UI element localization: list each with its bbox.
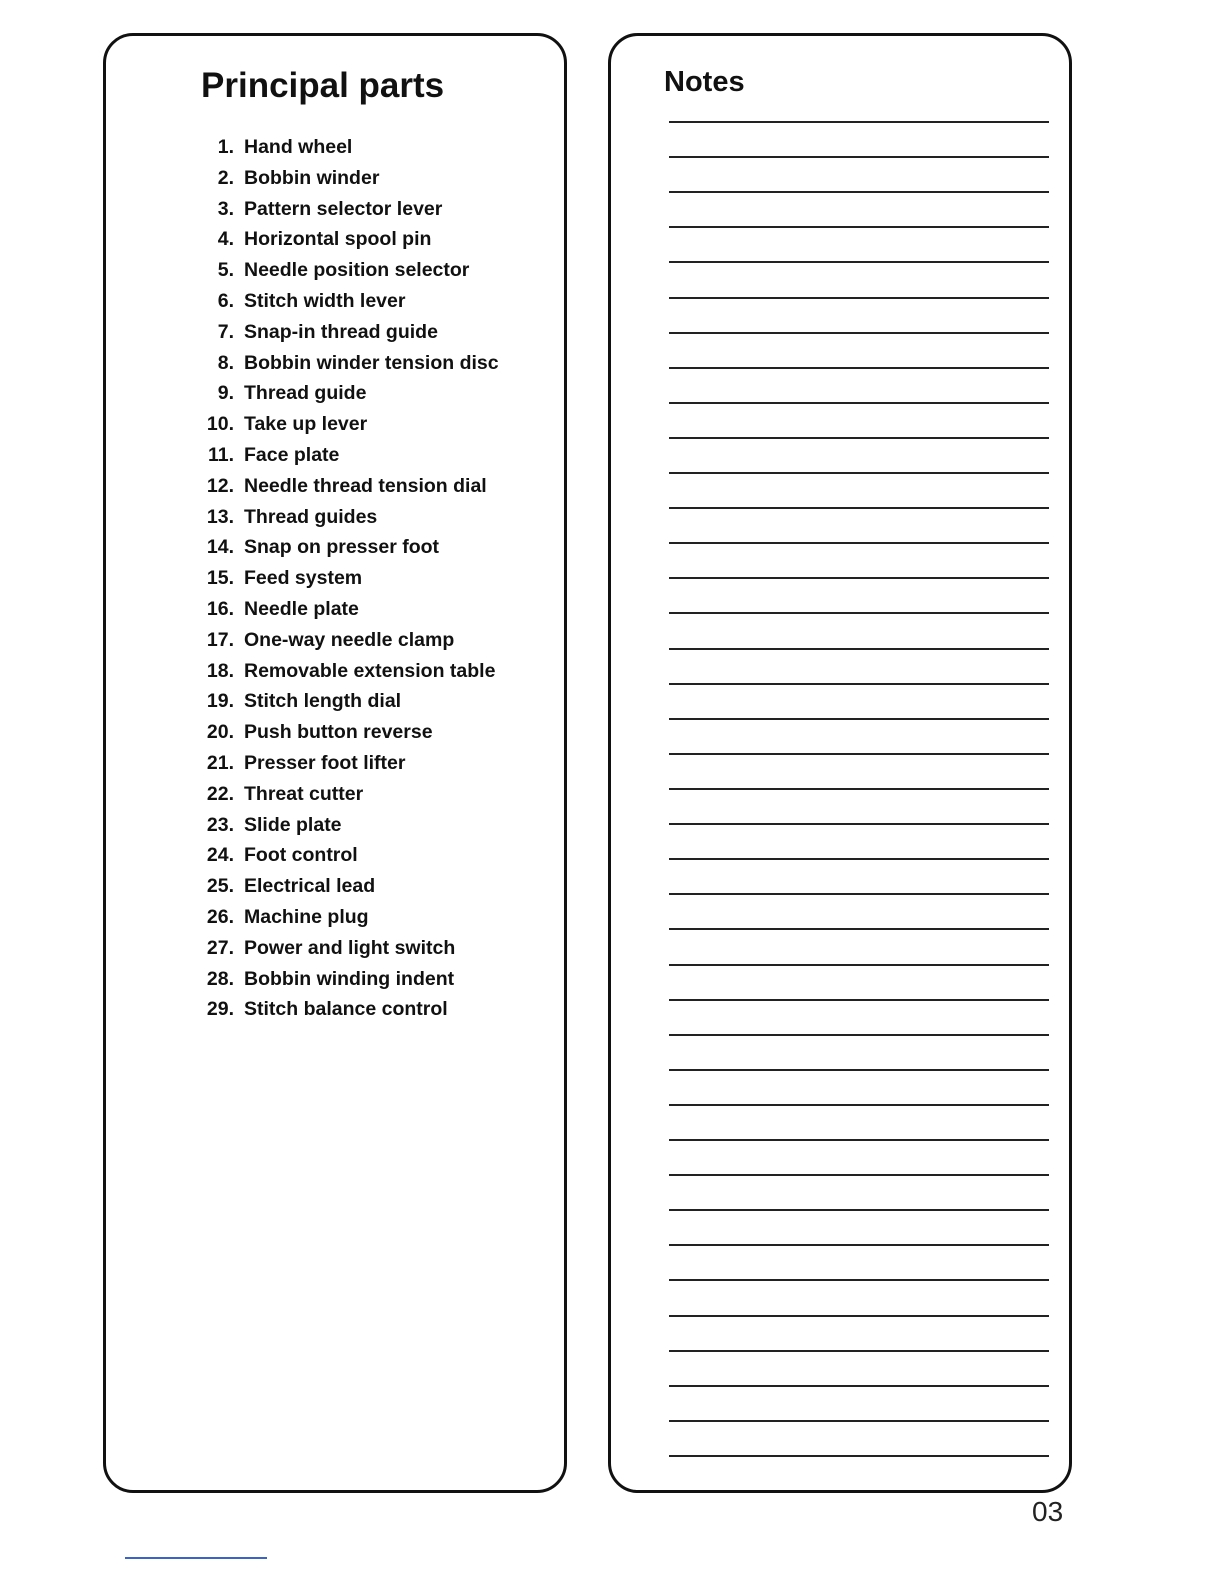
part-label: Bobbin winder	[244, 166, 380, 189]
note-line	[669, 332, 1049, 334]
parts-list-item	[196, 536, 536, 559]
note-line	[669, 297, 1049, 299]
part-number: 8.	[217, 351, 234, 374]
note-line	[669, 1315, 1049, 1317]
parts-list-item	[196, 259, 536, 282]
note-line	[669, 1209, 1049, 1211]
part-label: Removable extension table	[244, 659, 496, 682]
part-label: Snap on presser foot	[244, 536, 440, 559]
part-number: 3.	[217, 197, 234, 220]
note-line	[669, 191, 1049, 193]
part-label: Feed system	[244, 567, 363, 590]
note-line	[669, 437, 1049, 439]
part-number: 2.	[217, 166, 234, 189]
note-line	[669, 999, 1049, 1001]
part-number: 25.	[206, 875, 234, 898]
part-label: Needle position selector	[244, 259, 470, 282]
part-label: Machine plug	[244, 905, 369, 928]
parts-list-item	[196, 444, 536, 467]
note-line	[669, 507, 1049, 509]
note-line	[669, 964, 1049, 966]
parts-list-item	[196, 136, 536, 159]
note-line	[669, 893, 1049, 895]
parts-list-item	[196, 968, 536, 991]
part-label: Thread guides	[244, 505, 378, 528]
part-number: 17.	[206, 628, 234, 651]
parts-list-item	[196, 321, 536, 344]
part-number: 23.	[206, 813, 234, 836]
parts-list-item	[196, 167, 536, 190]
parts-list-item	[196, 475, 536, 498]
parts-list-item	[196, 228, 536, 251]
note-line	[669, 402, 1049, 404]
part-label: Stitch width lever	[244, 289, 406, 312]
parts-list-item	[196, 598, 536, 621]
parts-list-item	[196, 844, 536, 867]
part-label: Threat cutter	[244, 782, 364, 805]
parts-list-item	[196, 382, 536, 405]
part-label: Horizontal spool pin	[244, 228, 432, 251]
parts-list-item	[196, 198, 536, 221]
parts-list-item	[196, 875, 536, 898]
part-number: 9.	[217, 382, 234, 405]
note-line	[669, 1034, 1049, 1036]
part-number: 24.	[206, 844, 234, 867]
note-line	[669, 472, 1049, 474]
part-number: 26.	[206, 905, 234, 928]
part-number: 27.	[206, 936, 234, 959]
part-number: 21.	[206, 751, 234, 774]
part-number: 15.	[206, 567, 234, 590]
part-number: 16.	[206, 597, 234, 620]
note-line	[669, 1455, 1049, 1457]
part-label: Power and light switch	[244, 936, 456, 959]
part-label: Hand wheel	[244, 136, 353, 158]
page-number: 03	[1032, 1496, 1064, 1527]
parts-list-item	[196, 752, 536, 775]
parts-list-item	[196, 660, 536, 683]
part-number: 11.	[207, 443, 234, 466]
part-label: One-way needle clamp	[244, 628, 455, 651]
parts-list-item	[196, 290, 536, 313]
part-number: 19.	[206, 690, 234, 713]
part-number: 12.	[206, 474, 234, 497]
notes-panel	[608, 33, 1072, 1493]
parts-list-item	[196, 721, 536, 744]
note-line	[669, 648, 1049, 650]
part-label: Stitch length dial	[244, 690, 402, 713]
note-line	[669, 226, 1049, 228]
part-label: Snap-in thread guide	[244, 320, 438, 343]
part-label: Foot control	[244, 844, 358, 867]
part-number: 10.	[206, 413, 234, 436]
parts-list-item	[196, 906, 536, 929]
note-line	[669, 823, 1049, 825]
note-line	[669, 612, 1049, 614]
part-label: Needle plate	[244, 597, 359, 620]
note-line	[669, 1350, 1049, 1352]
principal-parts-list	[196, 136, 536, 1029]
part-number: 4.	[217, 228, 234, 251]
note-line	[669, 1069, 1049, 1071]
parts-list-item	[196, 783, 536, 806]
note-line	[669, 1139, 1049, 1141]
part-number: 6.	[217, 289, 234, 312]
parts-list-item	[196, 998, 536, 1021]
part-label: Take up lever	[244, 413, 368, 436]
parts-list-item	[196, 352, 536, 375]
parts-list-item	[196, 629, 536, 652]
part-label: Slide plate	[244, 813, 342, 836]
part-number: 7.	[217, 320, 234, 343]
note-line	[669, 542, 1049, 544]
part-number: 28.	[206, 967, 234, 990]
note-line	[669, 683, 1049, 685]
note-line	[669, 1244, 1049, 1246]
part-label: Stitch balance control	[244, 998, 448, 1021]
principal-parts-panel	[103, 33, 567, 1493]
part-label: Bobbin winding indent	[244, 967, 455, 990]
note-line	[669, 858, 1049, 860]
note-line	[669, 156, 1049, 158]
part-label: Needle thread tension dial	[244, 474, 487, 497]
part-number: 20.	[206, 721, 234, 744]
part-number: 1.	[217, 136, 234, 158]
note-line	[669, 1385, 1049, 1387]
part-label: Pattern selector lever	[244, 197, 443, 220]
note-line	[669, 121, 1049, 123]
part-label: Thread guide	[244, 382, 367, 405]
parts-list-item	[196, 567, 536, 590]
footer-rule	[125, 1557, 267, 1559]
part-label: Bobbin winder tension disc	[244, 351, 499, 374]
part-number: 22.	[206, 782, 234, 805]
note-line	[669, 928, 1049, 930]
note-line	[669, 1279, 1049, 1281]
parts-list-item	[196, 690, 536, 713]
note-line	[669, 577, 1049, 579]
note-line	[669, 261, 1049, 263]
parts-list-item	[196, 413, 536, 436]
note-line	[669, 1174, 1049, 1176]
part-number: 14.	[206, 536, 234, 559]
part-label: Presser foot lifter	[244, 751, 406, 774]
part-number: 5.	[217, 259, 234, 282]
part-number: 18.	[206, 659, 234, 682]
principal-parts-title: Principal parts	[201, 66, 445, 105]
note-line	[669, 718, 1049, 720]
parts-list-item	[196, 937, 536, 960]
part-number: 13.	[206, 505, 234, 528]
note-line	[669, 1420, 1049, 1422]
note-line	[669, 1104, 1049, 1106]
note-line	[669, 367, 1049, 369]
notes-title: Notes	[664, 66, 745, 98]
note-line	[669, 753, 1049, 755]
part-label: Push button reverse	[244, 721, 433, 744]
part-label: Face plate	[244, 443, 340, 466]
parts-list-item	[196, 506, 536, 529]
part-label: Electrical lead	[244, 875, 376, 898]
parts-list-item	[196, 814, 536, 837]
note-line	[669, 788, 1049, 790]
part-number: 29.	[206, 998, 234, 1021]
